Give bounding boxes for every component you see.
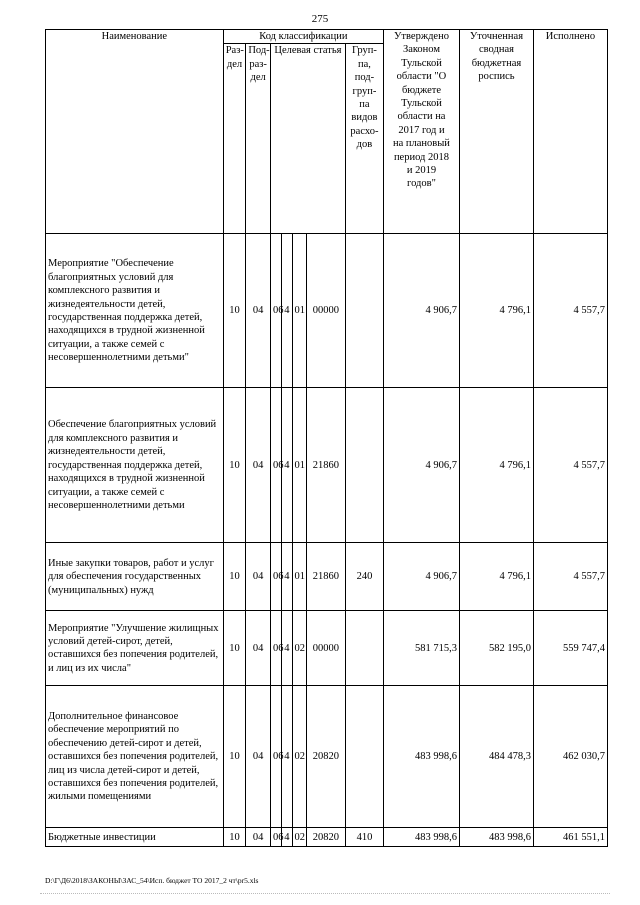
row-executed: 4 557,7	[533, 234, 607, 388]
row-cs2: 4	[282, 234, 292, 388]
row-approved: 4 906,7	[383, 234, 459, 388]
row-name: Мероприятие "Улучшение жилищных условий детей-сирот, детей, оставшихся без попечения родителей, и лиц из их числа"	[46, 611, 224, 686]
row-approved: 483 998,6	[383, 686, 459, 828]
row-podrazdel: 04	[246, 828, 271, 847]
row-cs2: 4	[282, 828, 292, 847]
row-vr: 240	[345, 543, 383, 611]
table-row	[46, 543, 608, 611]
header-refined: Уточненная сводная бюджетная роспись	[459, 30, 533, 234]
row-cs1: 06	[270, 543, 281, 611]
row-cs1: 06	[270, 611, 281, 686]
row-podrazdel: 04	[246, 388, 271, 543]
row-podrazdel: 04	[246, 686, 271, 828]
header-celevaya: Целевая статья	[270, 44, 345, 234]
row-razdel: 10	[223, 543, 246, 611]
row-razdel: 10	[223, 611, 246, 686]
row-podrazdel: 04	[246, 611, 271, 686]
row-executed: 4 557,7	[533, 388, 607, 543]
row-cs4: 20820	[306, 828, 345, 847]
table-row	[46, 686, 608, 828]
row-name: Обеспечение благоприятных условий для комплексного развития и жизнедеятельности детей, государственная поддержка детей, находящихся в трудной жизненной ситуации, а также семей с несовершеннолетними детьми	[46, 388, 224, 543]
row-approved: 4 906,7	[383, 388, 459, 543]
row-approved: 581 715,3	[383, 611, 459, 686]
header-executed: Исполнено	[533, 30, 607, 234]
header-code: Код классификации	[223, 30, 383, 44]
row-cs3: 02	[292, 828, 306, 847]
row-cs4: 00000	[306, 234, 345, 388]
row-cs2: 4	[282, 611, 292, 686]
row-vr	[345, 234, 383, 388]
page-number: 275	[311, 13, 329, 25]
row-approved: 483 998,6	[383, 828, 459, 847]
table-row	[46, 828, 608, 847]
row-vr: 410	[345, 828, 383, 847]
row-razdel: 10	[223, 828, 246, 847]
row-podrazdel: 04	[246, 234, 271, 388]
header-gruppa: Груп- па, под- груп- па видов расхо- дов	[345, 44, 383, 234]
row-executed: 461 551,1	[533, 828, 607, 847]
row-cs3: 02	[292, 686, 306, 828]
row-cs1: 06	[270, 234, 281, 388]
table-row	[46, 611, 608, 686]
row-cs4: 00000	[306, 611, 345, 686]
header-approved: Утверждено Законом Тульской области "О бюджете Тульской области на 2017 год и на плановый период 2018 и 2019 годов"	[383, 30, 459, 234]
row-name: Иные закупки товаров, работ и услуг для обеспечения государственных (муниципальных) нужд	[46, 543, 224, 611]
row-vr	[345, 388, 383, 543]
row-approved: 4 906,7	[383, 543, 459, 611]
row-razdel: 10	[223, 234, 246, 388]
row-name: Мероприятие "Обеспечение благоприятных условий для комплексного развития и жизнедеятельности детей, государственная поддержка детей, находящихся в трудной жизненной ситуации, а также семей с несовершеннолетними детьми"	[46, 234, 224, 388]
row-cs1: 06	[270, 686, 281, 828]
header-razdel: Раз- дел	[223, 44, 246, 234]
row-refined: 4 796,1	[459, 234, 533, 388]
row-refined: 4 796,1	[459, 388, 533, 543]
row-name: Дополнительное финансовое обеспечение мероприятий по обеспечению детей-сирот и детей, оставшихся без попечения родителей, лиц из числа детей-сирот и детей, оставшихся без попечения родителей, жилыми помещениями	[46, 686, 224, 828]
row-executed: 559 747,4	[533, 611, 607, 686]
row-cs3: 01	[292, 234, 306, 388]
row-refined: 483 998,6	[459, 828, 533, 847]
row-cs3: 02	[292, 611, 306, 686]
row-vr	[345, 611, 383, 686]
header-name: Наименование	[46, 30, 224, 234]
row-executed: 462 030,7	[533, 686, 607, 828]
file-path-footer: D:\Г\Д6\2018\ЗАКОНЫ\ЗАС_54\Исп. бюджет ТО 2017_2 чт\pr5.xls	[45, 876, 259, 885]
row-cs4: 21860	[306, 388, 345, 543]
row-podrazdel: 04	[246, 543, 271, 611]
budget-table	[45, 29, 608, 847]
row-refined: 582 195,0	[459, 611, 533, 686]
row-refined: 4 796,1	[459, 543, 533, 611]
row-cs2: 4	[282, 388, 292, 543]
row-name: Бюджетные инвестиции	[46, 828, 224, 847]
row-vr	[345, 686, 383, 828]
row-cs1: 06	[270, 828, 281, 847]
row-cs3: 01	[292, 543, 306, 611]
row-cs2: 4	[282, 543, 292, 611]
row-razdel: 10	[223, 388, 246, 543]
row-executed: 4 557,7	[533, 543, 607, 611]
row-cs2: 4	[282, 686, 292, 828]
table-row	[46, 388, 608, 543]
row-cs3: 01	[292, 388, 306, 543]
header-podrazdel: Под- раз- дел	[246, 44, 271, 234]
table-row	[46, 234, 608, 388]
row-cs4: 20820	[306, 686, 345, 828]
row-cs1: 06	[270, 388, 281, 543]
row-refined: 484 478,3	[459, 686, 533, 828]
page-edge-divider	[40, 893, 610, 894]
row-razdel: 10	[223, 686, 246, 828]
row-cs4: 21860	[306, 543, 345, 611]
